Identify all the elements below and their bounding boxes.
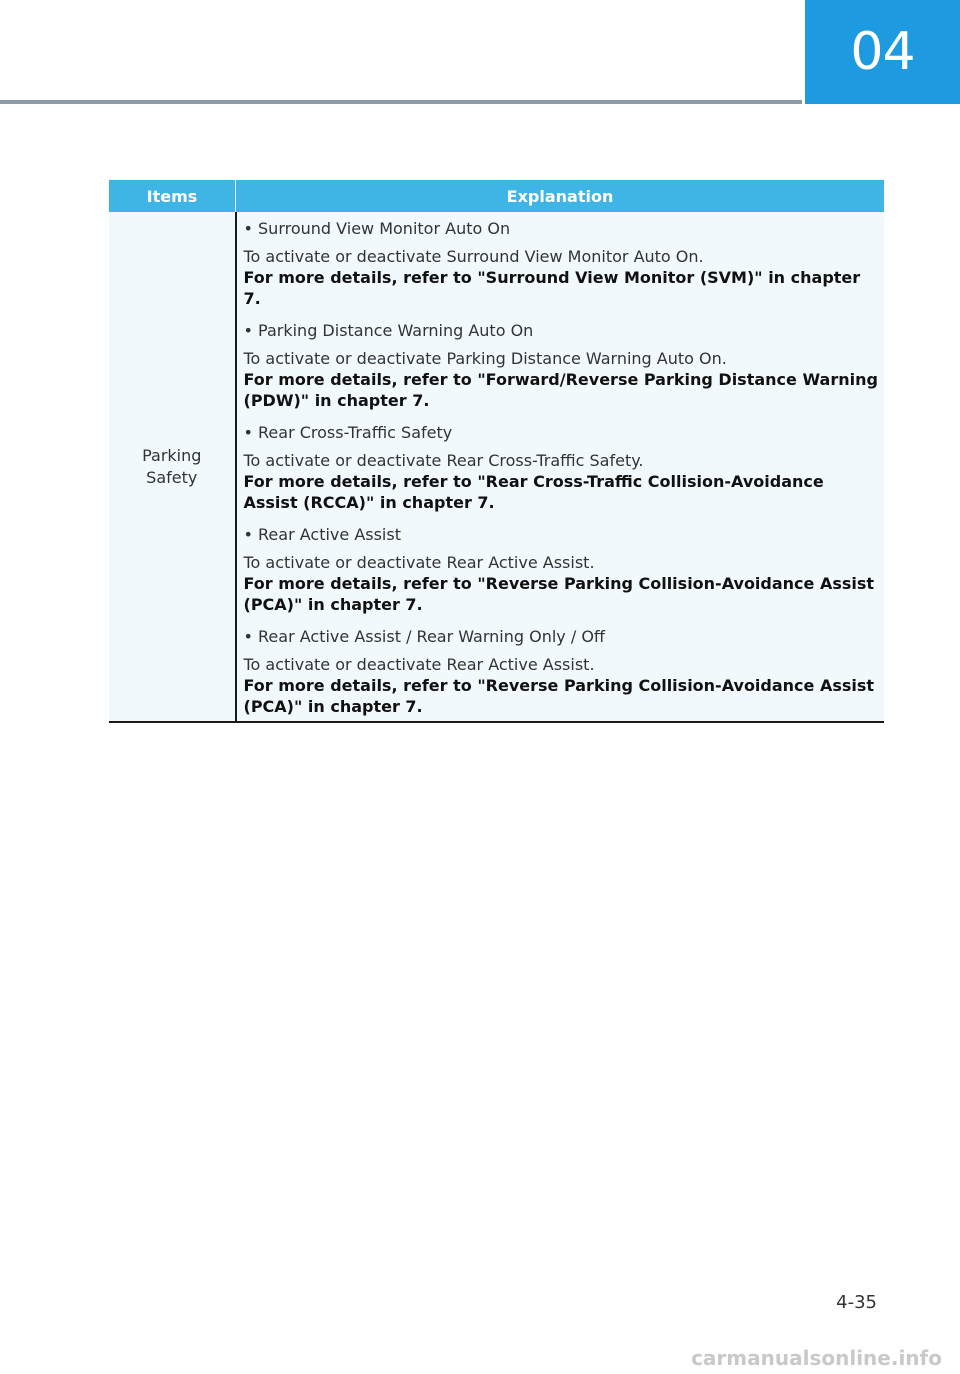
entry-rear-active-assist-modes: [244, 626, 879, 717]
settings-table: [109, 180, 884, 723]
item-label: Parking Safety: [142, 445, 202, 487]
entry-description: To activate or deactivate Rear Active Assist.: [243, 553, 595, 572]
entry-reference: For more details, refer to "Surround View Monitor (SVM)" in chapter 7.: [243, 268, 861, 308]
entry-parking-distance: [244, 320, 879, 411]
entry-reference: For more details, refer to "Reverse Parking Collision-Avoidance Assist (PCA)" in chapter 7.: [243, 676, 875, 716]
entry-reference: For more details, refer to "Rear Cross-Traffic Collision-Avoidance Assist (RCCA)" in chapter 7.: [243, 472, 824, 512]
explanation-cell: [236, 212, 885, 722]
watermark: carmanualsonline.info: [691, 1346, 942, 1370]
page-number: 4-35: [836, 1292, 877, 1313]
entry-bullet: • Rear Active Assist / Rear Warning Only / Off: [243, 627, 605, 646]
entry-description: To activate or deactivate Rear Cross-Traffic Safety.: [243, 451, 644, 470]
entry-rear-active-assist: [244, 524, 879, 615]
entry-description: To activate or deactivate Rear Active Assist.: [243, 655, 595, 674]
entry-bullet: • Parking Distance Warning Auto On: [243, 321, 534, 340]
entry-bullet: • Rear Active Assist: [243, 525, 401, 544]
entry-description: To activate or deactivate Parking Distance Warning Auto On.: [243, 349, 727, 368]
table-row: [109, 212, 884, 722]
header-explanation: Explanation: [236, 180, 885, 212]
entry-description: To activate or deactivate Surround View Monitor Auto On.: [243, 247, 704, 266]
item-cell: [109, 212, 236, 722]
entry-surround-view: [244, 218, 879, 309]
entry-bullet: • Rear Cross-Traffic Safety: [243, 423, 453, 442]
entry-reference: For more details, refer to "Forward/Reverse Parking Distance Warning (PDW)" in chapter 7.: [243, 370, 878, 410]
entry-reference: For more details, refer to "Reverse Parking Collision-Avoidance Assist (PCA)" in chapter 7.: [243, 574, 875, 614]
entry-bullet: • Surround View Monitor Auto On: [243, 219, 511, 238]
header-rule: [0, 100, 802, 104]
entry-rear-cross-traffic: [244, 422, 879, 513]
header-items: Items: [109, 180, 236, 212]
table-header-row: [109, 180, 884, 212]
chapter-number: 04: [850, 22, 915, 82]
chapter-tab: [805, 0, 960, 104]
